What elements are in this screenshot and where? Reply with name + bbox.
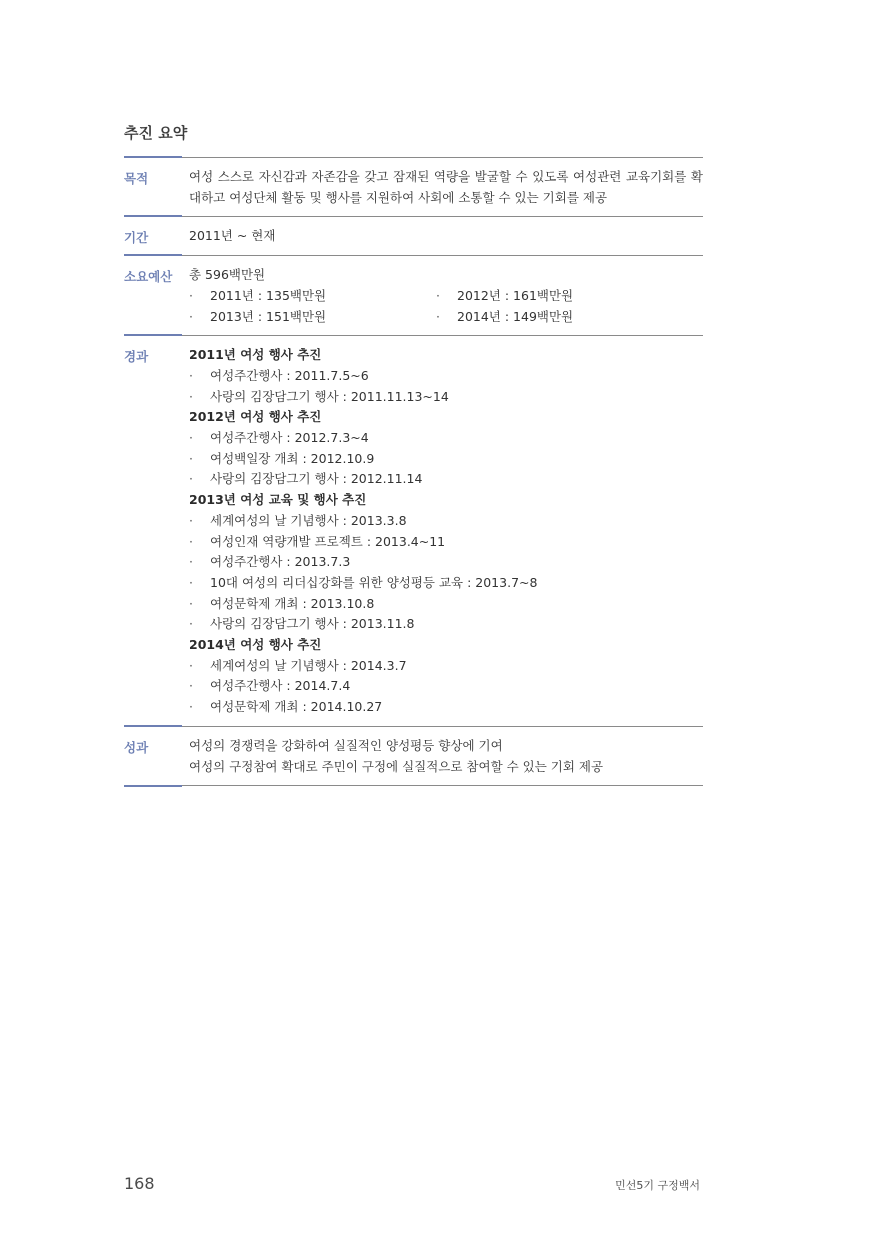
budget-year-list xyxy=(189,286,703,327)
list-item: · 여성백일장 개최 : 2012.10.9 xyxy=(189,449,703,470)
period-label: 기간 xyxy=(124,230,149,246)
bullet-dot: · xyxy=(189,595,193,611)
results-label: 성과 xyxy=(124,739,149,755)
list-item: · 여성주간행사 : 2012.7.3~4 xyxy=(189,428,703,449)
list-item: · 10대 여성의 리더십강화를 위한 양성평등 교육 : 2013.7~8 xyxy=(189,573,703,594)
bullet-dot: · xyxy=(189,616,193,632)
progress-year-heading: 2014년 여성 행사 추진 xyxy=(189,637,322,653)
list-item: · 사랑의 김장담그기 행사 : 2013.11.8 xyxy=(189,614,703,635)
list-item: · 여성문학제 개최 : 2014.10.27 xyxy=(189,697,703,718)
results-line: 여성의 경쟁력을 강화하여 실질적인 양성평등 향상에 기여 xyxy=(189,737,503,753)
budget-item: · 2013년 : 151백만원 xyxy=(189,307,436,328)
bullet-dot: · xyxy=(189,512,193,528)
budget-item: · 2012년 : 161백만원 xyxy=(436,286,686,307)
bullet-dot: · xyxy=(189,450,193,466)
purpose-row xyxy=(124,157,703,216)
results-content xyxy=(189,736,703,777)
bullet-dot: · xyxy=(436,287,440,303)
bullet-dot: · xyxy=(436,308,440,324)
list-item: · 사랑의 김장담그기 행사 : 2011.11.13~14 xyxy=(189,387,703,408)
purpose-text: 여성 스스로 자신감과 자존감을 갖고 잠재된 역량을 발굴할 수 있도록 여성관련 교육기회를 확대하고 여성단체 활동 및 행사를 지원하여 사회에 소통할 수 있는 기회를 제공 xyxy=(189,169,703,205)
purpose-content xyxy=(189,167,703,208)
purpose-label: 목적 xyxy=(124,171,149,186)
budget-total: 총 596백만원 xyxy=(189,267,266,283)
list-item: · 여성인재 역량개발 프로젝트 : 2013.4~11 xyxy=(189,532,703,553)
bullet-dot: · xyxy=(189,430,193,446)
progress-label: 경과 xyxy=(124,349,149,365)
bullet-dot: · xyxy=(189,554,193,570)
bullet-dot: · xyxy=(189,699,193,715)
bullet-dot: · xyxy=(189,308,193,324)
list-item: · 여성주간행사 : 2014.7.4 xyxy=(189,676,703,697)
budget-row xyxy=(124,255,703,335)
results-line: 여성의 구정참여 확대로 주민이 구정에 실질적으로 참여할 수 있는 기회 제공 xyxy=(189,758,604,774)
list-item: · 사랑의 김장담그기 행사 : 2012.11.14 xyxy=(189,469,703,490)
progress-row xyxy=(124,335,703,726)
bullet-dot: · xyxy=(189,533,193,549)
list-item: · 여성문학제 개최 : 2013.10.8 xyxy=(189,594,703,615)
budget-label: 소요예산 xyxy=(124,269,173,285)
list-item: · 세계여성의 날 기념행사 : 2013.3.8 xyxy=(189,511,703,532)
page-number: 168 xyxy=(124,1174,155,1193)
progress-year-heading: 2013년 여성 교육 및 행사 추진 xyxy=(189,492,367,508)
bullet-dot: · xyxy=(189,367,193,383)
bottom-accent-rule xyxy=(124,785,182,787)
list-item: · 여성주간행사 : 2013.7.3 xyxy=(189,552,703,573)
progress-year-heading: 2012년 여성 행사 추진 xyxy=(189,409,322,425)
progress-content xyxy=(189,345,703,718)
period-text: 2011년 ~ 현재 xyxy=(189,228,276,244)
bullet-dot: · xyxy=(189,287,193,303)
results-row xyxy=(124,726,703,786)
bullet-dot: · xyxy=(189,574,193,590)
book-title: 민선5기 구정백서 xyxy=(615,1179,700,1192)
budget-content xyxy=(189,265,703,327)
period-content xyxy=(189,226,703,247)
progress-year-heading: 2011년 여성 행사 추진 xyxy=(189,347,322,363)
page-title: 추진 요약 xyxy=(124,124,188,142)
period-row xyxy=(124,216,703,255)
bullet-dot: · xyxy=(189,388,193,404)
list-item: · 세계여성의 날 기념행사 : 2014.3.7 xyxy=(189,656,703,677)
bullet-dot: · xyxy=(189,678,193,694)
bullet-dot: · xyxy=(189,657,193,673)
budget-item: · 2014년 : 149백만원 xyxy=(436,307,686,328)
bullet-dot: · xyxy=(189,471,193,487)
summary-table xyxy=(124,157,703,786)
list-item: · 여성주간행사 : 2011.7.5~6 xyxy=(189,366,703,387)
budget-item: · 2011년 : 135백만원 xyxy=(189,286,436,307)
